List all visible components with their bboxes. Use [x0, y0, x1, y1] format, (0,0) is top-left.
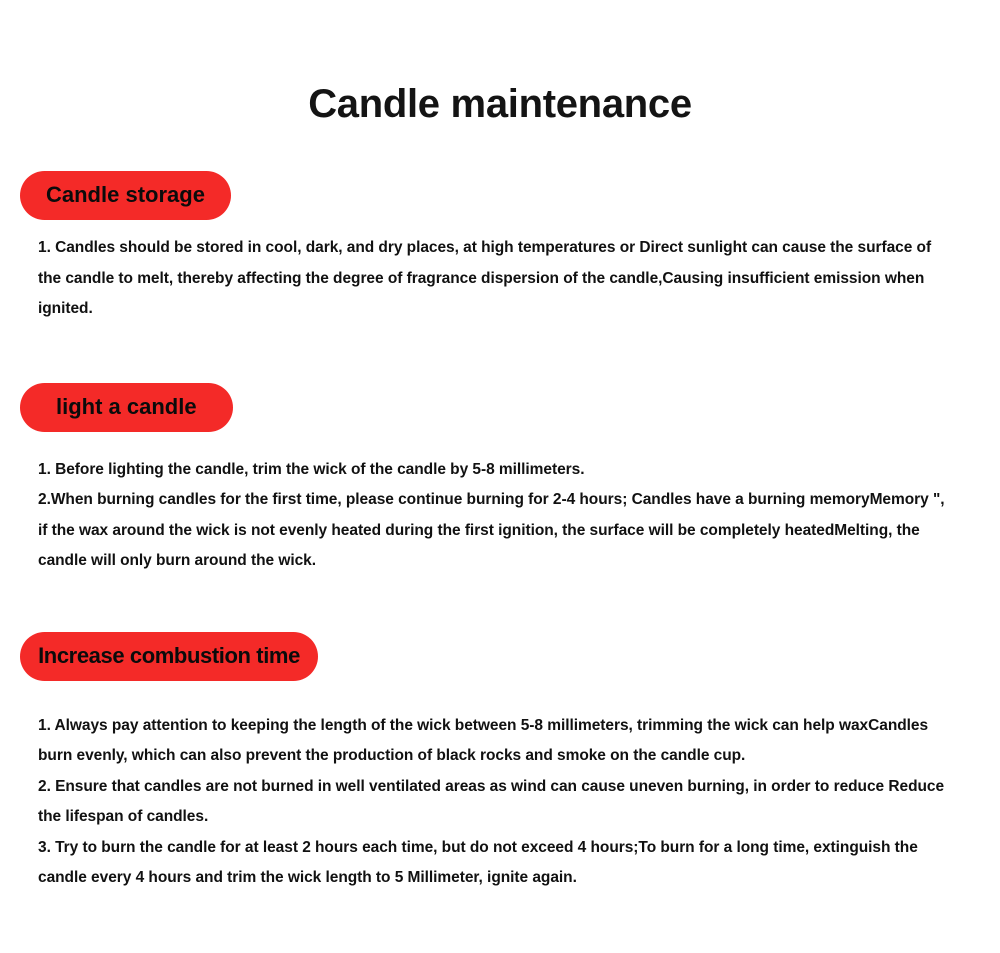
section-badge-candle-storage: Candle storage: [20, 171, 231, 220]
section-paragraph-light-a-candle: [0, 432, 1000, 577]
section-badge-increase-combustion-time: Increase combustion time: [20, 632, 318, 681]
section-badge-light-a-candle: light a candle: [20, 383, 233, 432]
badge-row-light-a-candle: [0, 325, 1000, 432]
badge-row-candle-storage: [0, 126, 1000, 220]
section-paragraph-increase-combustion-time: [0, 681, 1000, 894]
page-title: Candle maintenance: [308, 82, 692, 126]
paragraph-line: 2.When burning candles for the first time, please continue burning for 2-4 hours; Candles have a burning memoryMemory ", if the wax around the wick is not evenly heated during the first ignition, the surface will be completely heatedMelting, the candle will only burn around the wick.: [38, 491, 945, 569]
paragraph-line: 1. Always pay attention to keeping the length of the wick between 5-8 millimeters, trimming the wick can help waxCandles burn evenly, which can also prevent the production of black rocks and smoke on the candle cup.: [38, 716, 929, 764]
section-paragraph-candle-storage: 1. Candles should be stored in cool, dark, and dry places, at high temperatures or Direct sunlight can cause the surface of the candle to melt, thereby affecting the degree of fragrance dispersion of the candle,Causing insufficient emission when ignited.: [38, 239, 932, 317]
paragraph-line: 2. Ensure that candles are not burned in well ventilated areas as wind can cause uneven burning, in order to reduce Reduce the lifespan of candles.: [38, 777, 945, 825]
badge-row-increase-combustion-time: [0, 577, 1000, 681]
section-increase-combustion-time: [0, 577, 1000, 894]
paragraph-line: 3. Try to burn the candle for at least 2 hours each time, but do not exceed 4 hours;To burn for a long time, extinguish the candle every 4 hours and trim the wick length to 5 Millimeter, ignite again.: [38, 838, 918, 886]
section-light-a-candle: [0, 325, 1000, 577]
section-candle-storage: [0, 126, 1000, 325]
paragraph-line: 1. Before lighting the candle, trim the wick of the candle by 5-8 millimeters.: [38, 460, 585, 478]
